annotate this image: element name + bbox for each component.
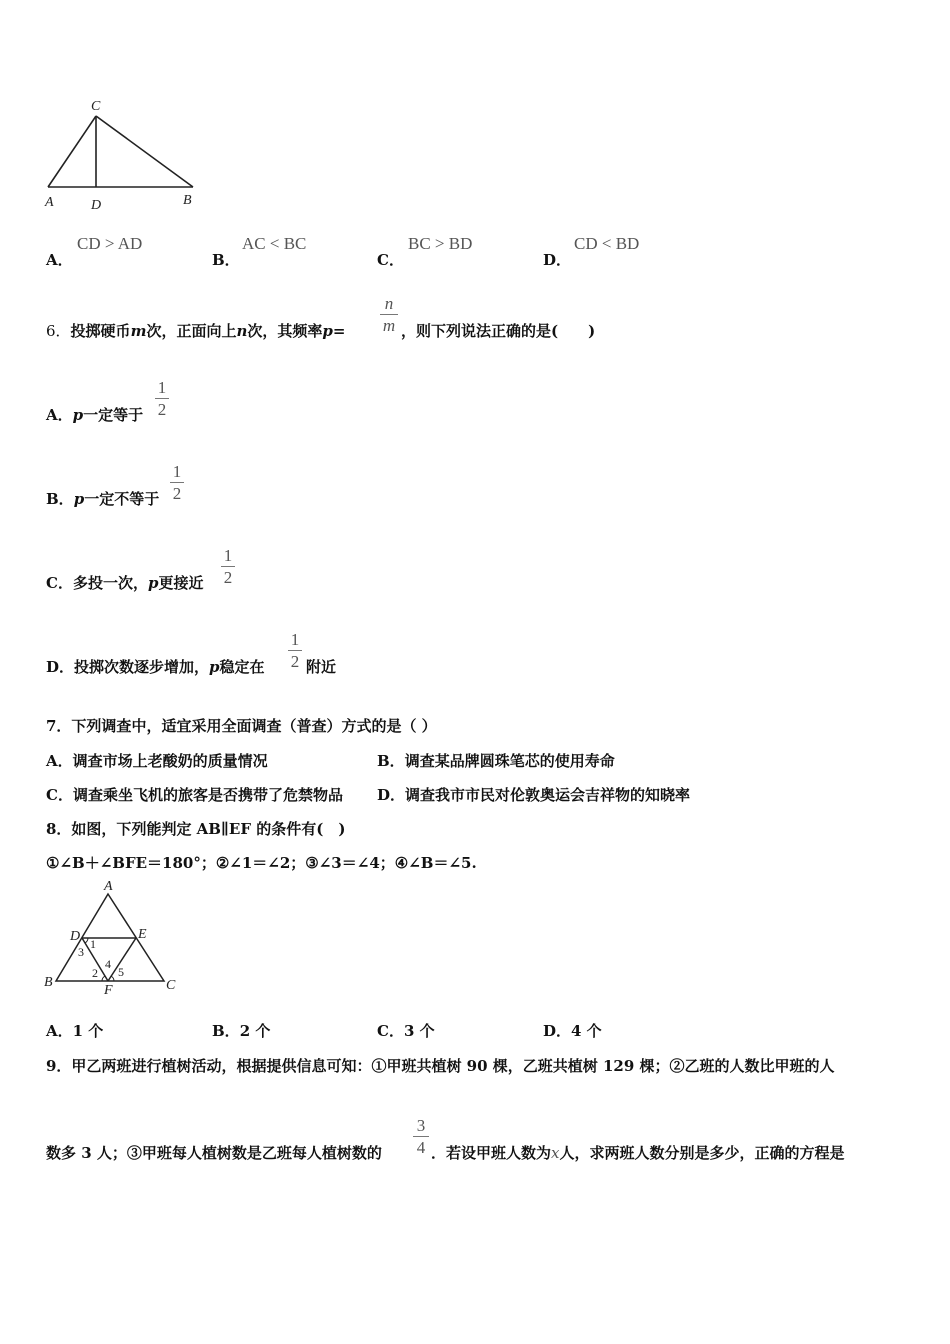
q8-triangle-figure (40, 876, 190, 998)
q8-stem: 8．如图，下列能判定 AB∥EF 的条件有( ) (46, 820, 346, 838)
label-d: D (70, 929, 81, 944)
label-b: B (44, 975, 53, 990)
q6-option-c (46, 572, 203, 593)
q6-option-d-fraction: 1 2 (288, 630, 302, 671)
q6-var-n: n (236, 322, 248, 340)
q7-stem: 7．下列调查中，适宜采用全面调查（普查）方式的是（ ） (46, 717, 437, 735)
q7-option-c: C．调查乘坐飞机的旅客是否携带了危禁物品 (46, 786, 343, 804)
q6-option-a-letter: A． (46, 406, 73, 424)
q5-option-c-letter: C． (377, 251, 404, 269)
angle-label-1: 1 (90, 937, 96, 951)
side-ac (48, 116, 96, 187)
q8-option-b: B．2 个 (212, 1022, 271, 1040)
q6-option-a-p: p (72, 406, 84, 424)
q6-option-b-p: p (73, 490, 85, 508)
q9-frac-num: 3 (416, 1116, 426, 1135)
q6-option-b-letter: B． (46, 490, 74, 508)
q7-option-b: B．调查某品牌圆珠笔芯的使用寿命 (377, 752, 615, 770)
q6-option-d-letter: D． (46, 658, 75, 676)
q6-option-d-lead: 投掷次数逐步增加， (74, 658, 210, 676)
angle-label-5: 5 (118, 965, 124, 979)
q6-option-b-text: 一定不等于 (84, 490, 160, 508)
side-cb (96, 116, 193, 187)
q6-option-c-p: p (147, 574, 159, 592)
q6-option-a-text: 一定等于 (83, 406, 144, 424)
q6-option-d-post: 附近 (306, 658, 337, 676)
q6-frac-den: m (382, 316, 396, 335)
q6-stem-c: 次，其频率 (247, 322, 323, 340)
q5-option-c-expr: BC > BD (408, 234, 473, 253)
q9-frac-den: 4 (416, 1138, 426, 1157)
q9-line2-rest (431, 1142, 845, 1163)
q9-line2-a: 数多 3 人；③甲班每人植树数是乙班每人植树数的 (46, 1144, 382, 1162)
q6-option-d-p: p (209, 658, 220, 676)
label-a: A (45, 195, 54, 210)
q6-stem-a: 投掷硬币 (70, 322, 131, 340)
q6-stem-b: 次，正面向上 (146, 322, 237, 340)
q8-option-a: A．1 个 (46, 1022, 104, 1040)
q7-option-a: A．调查市场上老酸奶的质量情况 (46, 752, 268, 770)
q6-option-c-lead: 多投一次， (72, 574, 148, 592)
q6-option-c-letter: C． (46, 574, 73, 592)
q6-option-d-text: 稳定在 (219, 658, 265, 676)
q6-p-eq: p= (322, 322, 346, 340)
label-e: E (138, 927, 147, 942)
q6-option-c-text: 更接近 (158, 574, 204, 592)
q9-var-x: x (551, 1144, 560, 1162)
q5-option-a-expr: CD > AD (77, 234, 143, 253)
q5-triangle-figure (40, 92, 210, 217)
label-d: D (91, 198, 102, 213)
q9-line2-b: ．若设甲班人数为 (431, 1144, 552, 1162)
q8-option-d: D．4 个 (543, 1022, 602, 1040)
q5-option-d-letter: D． (543, 251, 572, 269)
q8-option-c: C．3 个 (377, 1022, 435, 1040)
q9-line1: 9．甲乙两班进行植树活动，根据提供信息可知：①甲班共植树 90 棵，乙班共植树 129 棵；②乙班的人数比甲班的人 (46, 1057, 835, 1075)
q6-option-c-fraction: 1 2 (221, 546, 235, 587)
label-a: A (104, 879, 113, 894)
q6-option-b-fraction: 1 2 (170, 462, 184, 503)
q5-option-a-letter: A． (46, 251, 73, 269)
q6-var-m: m (130, 322, 147, 340)
q6-option-b (46, 488, 159, 509)
angle-label-3: 3 (78, 945, 84, 959)
q5-option-b-expr: AC < BC (242, 234, 307, 253)
q6-stem-d: ，则下列说法正确的是( ) (401, 322, 596, 340)
q6-option-d (46, 656, 265, 677)
q6-frequency-fraction (380, 294, 398, 335)
q8-conditions: ①∠B＋∠BFE＝180°；②∠1＝∠2；③∠3＝∠4；④∠B＝∠5. (46, 854, 477, 872)
q9-fraction (413, 1116, 429, 1157)
q6-stem (46, 320, 345, 341)
angle-label-2: 2 (92, 966, 98, 980)
q7-option-d: D．调查我市市民对伦敦奥运会吉祥物的知晓率 (377, 786, 691, 804)
q5-option-b-letter: B． (212, 251, 240, 269)
label-c: C (91, 99, 101, 114)
label-f: F (104, 983, 113, 998)
q5-option-d-expr: CD < BD (574, 234, 640, 253)
q9-line2-c: 人，求两班人数分别是多少，正确的方程是 (559, 1144, 845, 1162)
q6-option-a-fraction: 1 2 (155, 378, 169, 419)
q6-number: 6． (46, 322, 71, 340)
label-c: C (166, 978, 176, 993)
q6-option-a (46, 404, 143, 425)
q6-frac-num: n (384, 294, 394, 313)
angle-label-4: 4 (105, 957, 111, 971)
label-b: B (183, 193, 192, 208)
